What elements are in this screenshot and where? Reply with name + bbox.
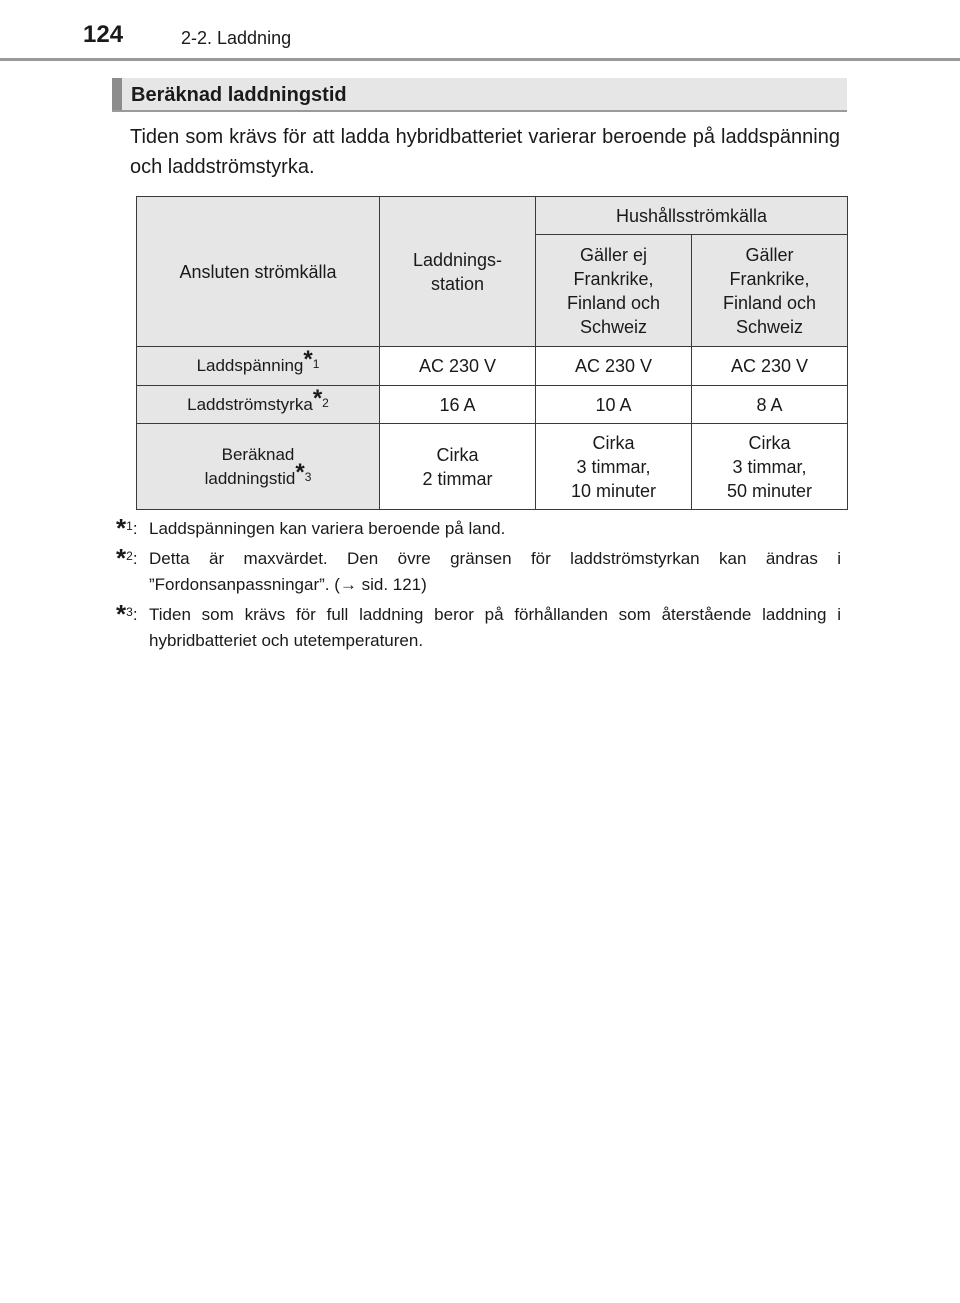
footnote-marker: *$^2$:: [116, 543, 138, 573]
header-household-group: [536, 197, 848, 235]
header-sub-incl: [692, 235, 848, 347]
row-label-text: Laddströmstyrka: [187, 394, 313, 414]
footnote-star: *: [295, 458, 305, 486]
header-sub-incl-label: Gäller Frankrike, Finland och Schweiz: [722, 244, 817, 337]
header-station-label: Laddnings- station: [412, 249, 503, 294]
footnote-number: 3: [126, 605, 133, 619]
row-label-current: [137, 386, 380, 424]
header-station: [380, 197, 536, 347]
footnote-item: [116, 513, 841, 543]
charging-time-table: [136, 196, 848, 510]
table-cell: 10 A: [536, 386, 692, 424]
table-cell: AC 230 V: [536, 347, 692, 386]
row-label-voltage: [137, 347, 380, 386]
footnote-number: 1: [126, 519, 133, 533]
footnote-item: [116, 543, 841, 598]
chapter-title: 2-2. Laddning: [181, 28, 292, 48]
header-sub-excl: [536, 235, 692, 347]
footnote-ref: 1: [312, 357, 320, 371]
page-header: [0, 0, 960, 62]
table-header-row: [137, 197, 848, 235]
table-row: [137, 424, 848, 510]
footnotes: [116, 513, 841, 658]
footnote-text: Laddspänningen kan variera beroende på land.: [149, 519, 506, 538]
footnote-marker: *$^1$:: [116, 513, 138, 543]
footnote-number: 2: [126, 549, 133, 563]
table-cell: Cirka 2 timmar: [380, 424, 536, 510]
section-heading-bar: [112, 78, 122, 110]
table-cell: AC 230 V: [380, 347, 536, 386]
header-power-source-label: Ansluten strömkälla: [179, 261, 337, 282]
header-sub-excl-label: Gäller ej Frankrike, Finland och Schweiz: [566, 244, 661, 337]
table-cell: 8 A: [692, 386, 848, 424]
table-cell: AC 230 V: [692, 347, 848, 386]
footnote-item: [116, 599, 841, 654]
footnote-star: *: [116, 513, 127, 543]
row-label-charge-time: [137, 424, 380, 510]
footnote-text: Detta är maxvärdet. Den övre gränsen för laddströmstyrkan kan ändras i ”Fordonsanpassningar”. (→ sid. 121): [149, 549, 841, 594]
table-cell: Cirka 3 timmar, 50 minuter: [692, 424, 848, 510]
section-title: Beräknad laddningstid: [131, 84, 347, 106]
header-power-source: [137, 197, 380, 347]
header-household-label: Hushållsströmkälla: [615, 205, 768, 226]
footnote-star: *: [312, 384, 323, 412]
row-label-text: Laddspänning: [196, 356, 304, 375]
footnote-ref: 2: [322, 395, 329, 410]
footnote-star: *: [116, 599, 127, 629]
table-cell: 16 A: [380, 386, 536, 424]
footnote-ref: 3: [304, 469, 312, 484]
header-divider: [0, 58, 960, 61]
page-number: 124: [83, 21, 124, 48]
intro-paragraph: Tiden som krävs för att ladda hybridbatteriet varierar beroende på laddspänning och laddströmstyrka.: [130, 126, 840, 178]
row-label-text: Beräknad laddningstid: [204, 444, 296, 488]
table-row: [137, 347, 848, 386]
footnote-text: Tiden som krävs för full laddning beror på förhållanden som återstående laddning i hybridbatteriet och utetemperaturen.: [149, 605, 841, 650]
footnote-marker: *$^3$:: [116, 599, 138, 629]
footnote-star: *: [116, 543, 127, 573]
footnote-star: *: [303, 346, 313, 373]
section-heading: [112, 78, 847, 112]
table-row: [137, 386, 848, 424]
table-cell: Cirka 3 timmar, 10 minuter: [536, 424, 692, 510]
